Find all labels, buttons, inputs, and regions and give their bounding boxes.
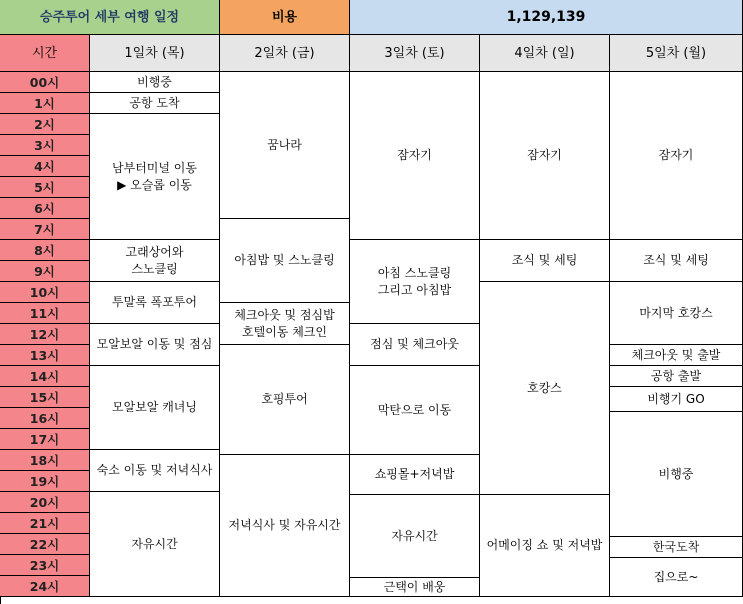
day5-event-depart-airport[interactable]: 공항 출발	[610, 366, 743, 387]
day5-event-breakfast[interactable]: 조식 및 세팅	[610, 240, 743, 282]
time-cell[interactable]: 21시	[0, 513, 90, 534]
day3-header[interactable]: 3일차 (토)	[350, 35, 480, 72]
time-cell[interactable]: 13시	[0, 345, 90, 366]
time-cell[interactable]: 15시	[0, 387, 90, 408]
day3-event-move-mactan[interactable]: 막탄으로 이동	[350, 366, 480, 455]
day4-event-breakfast[interactable]: 조식 및 세팅	[480, 240, 610, 282]
time-cell[interactable]: 19시	[0, 471, 90, 492]
day1-event-dinner[interactable]: 숙소 이동 및 저녁식사	[90, 450, 220, 492]
day1-event-free-time[interactable]: 자유시간	[90, 492, 220, 597]
cost-value[interactable]: 1,129,139	[350, 0, 743, 35]
day1-event-canyoneering[interactable]: 모알보알 캐녀닝	[90, 366, 220, 450]
time-cell[interactable]: 16시	[0, 408, 90, 429]
day1-event-in-flight[interactable]: 비행중	[90, 72, 220, 93]
day5-event-flight-go[interactable]: 비행기 GO	[610, 387, 743, 412]
time-cell[interactable]: 22시	[0, 534, 90, 555]
day2-event-sleep[interactable]: 꿈나라	[220, 72, 350, 219]
day1-event-moalboal-lunch[interactable]: 모알보알 이동 및 점심	[90, 324, 220, 366]
time-cell[interactable]: 24시	[0, 576, 90, 597]
day2-event-hopping-tour[interactable]: 호핑투어	[220, 345, 350, 455]
day2-event-checkout-checkin[interactable]: 체크아웃 및 점심밥 호텔이동 체크인	[220, 303, 350, 345]
time-cell[interactable]: 10시	[0, 282, 90, 303]
time-cell[interactable]: 6시	[0, 198, 90, 219]
day4-header[interactable]: 4일차 (일)	[480, 35, 610, 72]
time-cell[interactable]: 14시	[0, 366, 90, 387]
time-cell[interactable]: 12시	[0, 324, 90, 345]
day3-event-lunch-checkout[interactable]: 점심 및 체크아웃	[350, 324, 480, 366]
day4-event-hocance[interactable]: 호캉스	[480, 282, 610, 495]
time-cell[interactable]: 8시	[0, 240, 90, 261]
time-cell[interactable]: 4시	[0, 156, 90, 177]
day5-event-last-hocance[interactable]: 마지막 호캉스	[610, 282, 743, 345]
time-cell[interactable]: 20시	[0, 492, 90, 513]
time-cell[interactable]: 00시	[0, 72, 90, 93]
time-column-header[interactable]: 시간	[0, 35, 90, 72]
day3-event-farewell[interactable]: 근택이 배웅	[350, 578, 480, 597]
cost-label[interactable]: 비용	[220, 0, 350, 35]
day3-event-free-time[interactable]: 자유시간	[350, 495, 480, 578]
time-cell[interactable]: 17시	[0, 429, 90, 450]
day5-event-sleep[interactable]: 잠자기	[610, 72, 743, 240]
day5-event-in-flight[interactable]: 비행중	[610, 412, 743, 537]
time-cell[interactable]: 18시	[0, 450, 90, 471]
day2-event-breakfast-snorkel[interactable]: 아침밥 및 스노클링	[220, 219, 350, 303]
day3-event-morning-snorkel[interactable]: 아침 스노클링 그리고 아침밥	[350, 240, 480, 324]
day4-event-show-dinner[interactable]: 어메이징 쇼 및 저녁밥	[480, 495, 610, 597]
time-cell[interactable]: 7시	[0, 219, 90, 240]
day5-header[interactable]: 5일차 (월)	[610, 35, 743, 72]
time-cell[interactable]: 1시	[0, 93, 90, 114]
day1-event-transfer-oslob[interactable]: 남부터미널 이동 ▶ 오슬롭 이동	[90, 114, 220, 240]
time-cell[interactable]: 9시	[0, 261, 90, 282]
day5-event-arrive-korea[interactable]: 한국도착	[610, 537, 743, 558]
day1-event-airport-arrival[interactable]: 공항 도착	[90, 93, 220, 114]
day2-header[interactable]: 2일차 (금)	[220, 35, 350, 72]
time-cell[interactable]: 3시	[0, 135, 90, 156]
time-cell[interactable]: 2시	[0, 114, 90, 135]
day1-event-whaleshark[interactable]: 고래상어와 스노클링	[90, 240, 220, 282]
day5-event-go-home[interactable]: 집으로~	[610, 558, 743, 597]
day2-event-dinner-free[interactable]: 저녁식사 및 자유시간	[220, 455, 350, 597]
day1-header[interactable]: 1일차 (목)	[90, 35, 220, 72]
time-cell[interactable]: 11시	[0, 303, 90, 324]
day3-event-mall-dinner[interactable]: 쇼핑몰+저녁밥	[350, 455, 480, 495]
day3-event-sleep[interactable]: 잠자기	[350, 72, 480, 240]
day5-event-checkout[interactable]: 체크아웃 및 출발	[610, 345, 743, 366]
time-cell[interactable]: 23시	[0, 555, 90, 576]
day1-event-tumalog-falls[interactable]: 투말록 폭포투어	[90, 282, 220, 324]
itinerary-title[interactable]: 승주투어 세부 여행 일정	[0, 0, 220, 35]
day4-event-sleep[interactable]: 잠자기	[480, 72, 610, 240]
time-cell[interactable]: 5시	[0, 177, 90, 198]
